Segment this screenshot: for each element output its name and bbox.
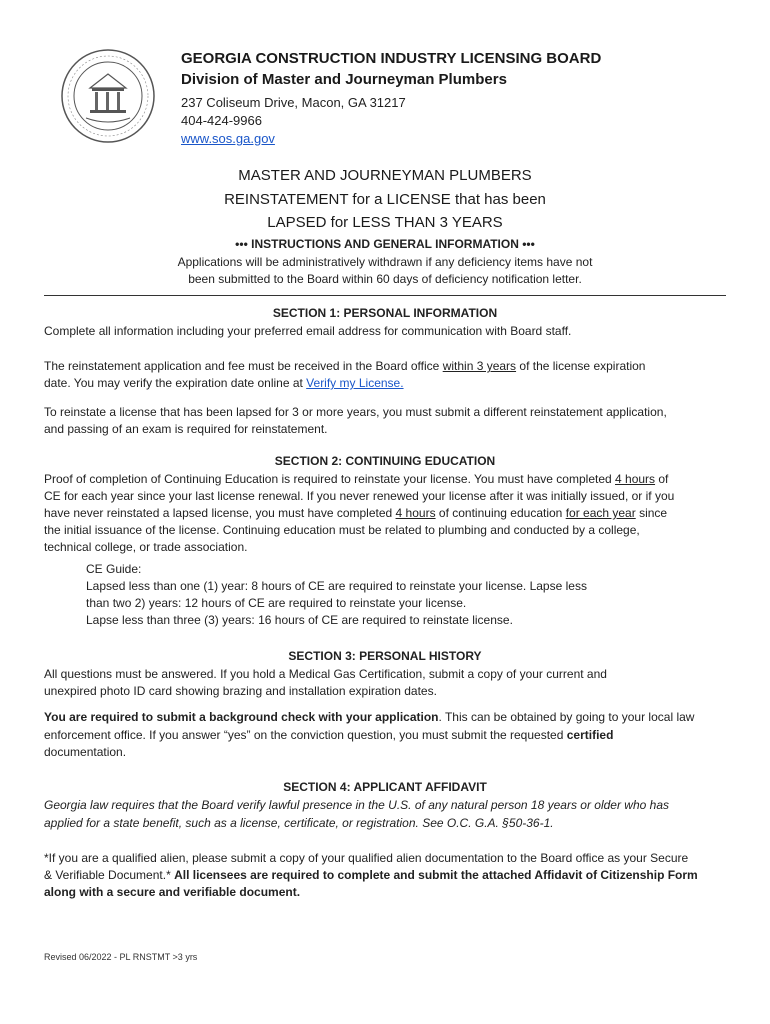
ce-guide-title: CE Guide: <box>86 562 142 576</box>
phone-number: 404-424-9966 <box>181 113 262 128</box>
text-run-bold: All licensees are required to complete and submit the attached Affidavit of Citizenship Form <box>174 868 698 882</box>
section1-heading: SECTION 1: PERSONAL INFORMATION <box>272 306 498 320</box>
website-link-container <box>181 130 275 147</box>
section3-paragraph: All questions must be answered. If you hold a Medical Gas Certification, submit a copy of your current and <box>44 667 607 681</box>
ce-guide-line: Lapse less than three (3) years: 16 hours of CE are required to reinstate license. <box>86 613 513 627</box>
section1-paragraph: Complete all information including your preferred email address for communication with Board staff. <box>44 324 572 338</box>
georgia-seal-icon <box>60 48 156 144</box>
section4-paragraph: applied for a state benefit, such as a license, certificate, or registration. See O.C. G.A. §50-36-1. <box>44 816 554 830</box>
section1-paragraph: To reinstate a license that has been lapsed for 3 or more years, you must submit a different reinstatement application, <box>44 405 667 419</box>
text-run: of the license expiration <box>516 359 646 373</box>
text-run: enforcement office. If you answer “yes” on the conviction question, you must submit the requested <box>44 728 567 742</box>
section3-paragraph <box>44 727 726 744</box>
section1-paragraph <box>44 375 726 392</box>
text-run: of <box>655 472 669 486</box>
text-run-underlined: for each year <box>565 506 636 520</box>
section4-paragraph: along with a secure and verifiable document. <box>44 885 301 899</box>
section2-paragraph: the initial issuance of the license. Continuing education must be related to plumbing and conducted by a college, <box>44 523 640 537</box>
section2-paragraph <box>44 505 726 522</box>
document-title-line1: MASTER AND JOURNEYMAN PLUMBERS <box>238 167 532 184</box>
text-run-bold: You are required to submit a background check with your application <box>44 710 439 724</box>
section3-heading: SECTION 3: PERSONAL HISTORY <box>288 649 482 663</box>
section2-paragraph: CE for each year since your last license renewal. If you never renewed your license after it was initially issued, or if you <box>44 489 675 503</box>
section4-paragraph <box>44 867 726 884</box>
section3-paragraph <box>44 709 726 726</box>
text-run: have never reinstated a lapsed license, you must have completed <box>44 506 396 520</box>
document-title-line2: REINSTATEMENT for a LICENSE that has been <box>224 191 546 208</box>
instructions-heading: ••• INSTRUCTIONS AND GENERAL INFORMATION ••• <box>235 237 535 251</box>
section3-paragraph: unexpired photo ID card showing brazing and installation expiration dates. <box>44 684 437 698</box>
section2-paragraph: technical college, or trade association. <box>44 540 248 554</box>
text-run: & Verifiable Document.* <box>44 868 175 882</box>
text-run: . This can be obtained by going to your local law <box>438 710 695 724</box>
text-run-underlined: 4 hours <box>395 506 436 520</box>
website-link[interactable]: www.sos.ga.gov <box>181 131 275 146</box>
divider <box>44 295 726 296</box>
ce-guide-line: than two 2) years: 12 hours of CE are required to reinstate your license. <box>86 596 467 610</box>
ce-guide-line: Lapsed less than one (1) year: 8 hours of CE are required to reinstate your license. Lapse less <box>86 579 587 593</box>
section4-heading: SECTION 4: APPLICANT AFFIDAVIT <box>283 780 487 794</box>
section4-paragraph: Georgia law requires that the Board verify lawful presence in the U.S. of any natural person 18 years or older who has <box>44 798 670 812</box>
text-run-underlined: within 3 years <box>442 359 517 373</box>
revision-footer: Revised 06/2022 - PL RNSTMT >3 yrs <box>44 952 198 962</box>
address: 237 Coliseum Drive, Macon, GA 31217 <box>181 95 406 110</box>
text-run-underlined: 4 hours <box>615 472 656 486</box>
verify-license-link[interactable]: Verify my License. <box>306 376 404 390</box>
division-name: Division of Master and Journeyman Plumbers <box>181 71 507 88</box>
text-run: of continuing education <box>435 506 566 520</box>
instructions-line: been submitted to the Board within 60 days of deficiency notification letter. <box>188 272 582 286</box>
section3-paragraph: documentation. <box>44 745 127 759</box>
text-run: since <box>635 506 668 520</box>
section1-paragraph <box>44 358 726 375</box>
section2-heading: SECTION 2: CONTINUING EDUCATION <box>274 454 496 468</box>
section1-paragraph: and passing of an exam is required for reinstatement. <box>44 422 328 436</box>
document-title-line3: LAPSED for LESS THAN 3 YEARS <box>267 214 503 231</box>
section2-paragraph <box>44 471 726 488</box>
board-name: GEORGIA CONSTRUCTION INDUSTRY LICENSING BOARD <box>181 50 602 67</box>
text-run: date. You may verify the expiration date online at <box>44 376 307 390</box>
text-run: Proof of completion of Continuing Education is required to reinstate your license. You must have completed <box>44 472 616 486</box>
text-run: The reinstatement application and fee must be received in the Board office <box>44 359 443 373</box>
text-run-bold: certified <box>566 728 614 742</box>
section4-paragraph: *If you are a qualified alien, please submit a copy of your qualified alien documentation to the Board office as your Secure <box>44 851 689 865</box>
instructions-line: Applications will be administratively withdrawn if any deficiency items have not <box>177 255 593 269</box>
